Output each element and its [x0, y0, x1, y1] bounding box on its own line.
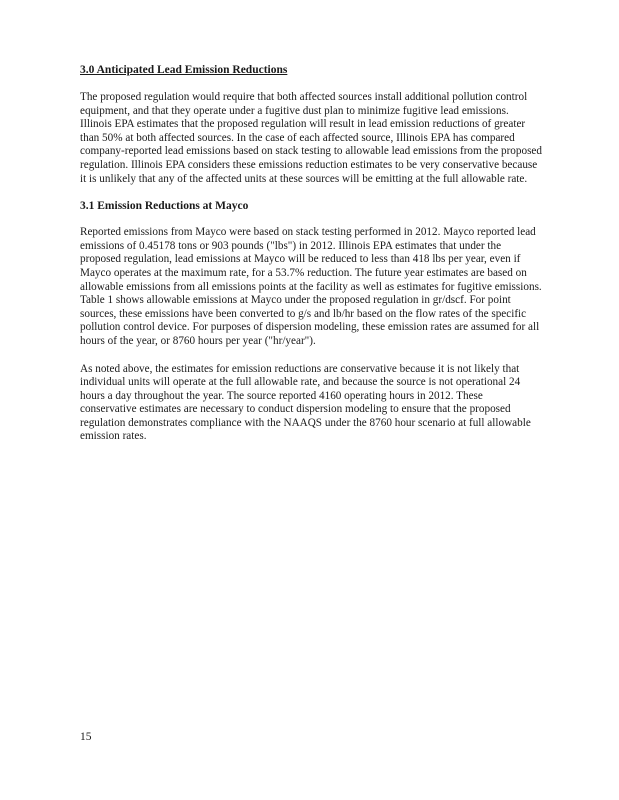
page-number: 15: [80, 731, 92, 743]
section-heading-anticipated-reductions: 3.0 Anticipated Lead Emission Reductions: [80, 64, 288, 76]
paragraph-anticipated-reductions: The proposed regulation would require that both affected sources install additional pollution control equipment, and that they operate under a fugitive dust plan to minimize fugitive lead emissions. Illinois EPA estimates that the proposed regulation will result in lead emission reductions of greater than 50% at both affected sources. In the case of each affected source, Illinois EPA has compared company-reported lead emissions based on stack testing to allowable lead emissions from the proposed regulation. Illinois EPA considers these emissions reduction estimates to be very conservative because it is unlikely that any of the affected units at these sources will be emitting at the full allowable rate.: [80, 91, 542, 185]
paragraph-mayco-reported-emissions: Reported emissions from Mayco were based on stack testing performed in 2012. Mayco reported lead emissions of 0.45178 tons or 903 pounds ("lbs") in 2012. Illinois EPA estimates that under the proposed regulation, lead emissions at Mayco will be reduced to less than 418 lbs per year, even if Mayco operates at the maximum rate, for a 53.7% reduction. The future year estimates are based on allowable emissions from all emissions points at the facility as well as estimates for fugitive emissions. Table 1 shows allowable emissions at Mayco under the proposed regulation in gr/dscf. For point sources, these emissions have been converted to g/s and lb/hr based on the flow rates of the specific pollution control device. For purposes of dispersion modeling, these emission rates are assumed for all hours of the year, or 8760 hours per year ("hr/year").: [80, 226, 542, 347]
section-heading-mayco-reductions: 3.1 Emission Reductions at Mayco: [80, 200, 249, 213]
paragraph-conservative-estimates: As noted above, the estimates for emission reductions are conservative because it is not likely that individual units will operate at the full allowable rate, and because the source is not operational 24 hours a day throughout the year. The source reported 4160 operating hours in 2012. These conservative estimates are necessary to conduct dispersion modeling to ensure that the proposed regulation demonstrates compliance with the NAAQS under the 8760 hour scenario at full allowable emission rates.: [80, 362, 531, 443]
page-content: [80, 62, 542, 444]
